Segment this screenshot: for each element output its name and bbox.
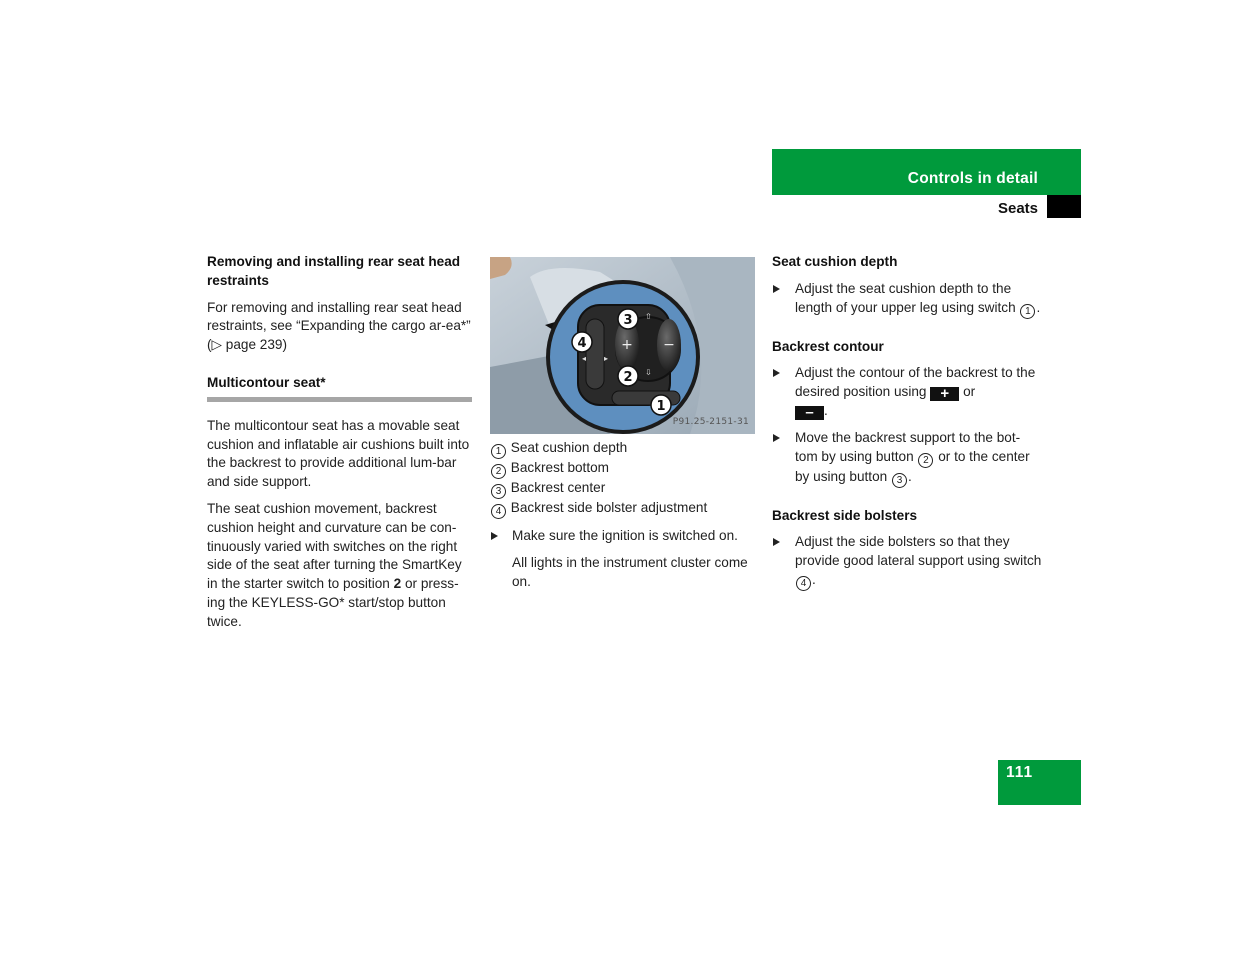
page-number-tab xyxy=(998,760,1081,805)
bullet-side-bolsters: Adjust the side bolsters so that they provide good lateral support using switch 4 . xyxy=(772,533,1042,591)
figure-label-3: 3 xyxy=(623,313,633,328)
bullet-arrow-icon xyxy=(773,285,780,293)
legend-item: 4 Backrest side bolster adjustment xyxy=(490,499,758,519)
svg-text:⇧: ⇧ xyxy=(645,312,652,321)
column-right xyxy=(772,253,1042,591)
bullet-arrow-icon xyxy=(773,434,780,442)
paragraph-head-restraints: For removing and installing rear seat head restraints, see “Expanding the cargo ar-ea*” (▷ page 239) xyxy=(207,299,471,353)
section-marker xyxy=(1047,195,1081,218)
column-middle xyxy=(490,257,758,591)
minus-key-icon: – xyxy=(795,406,824,420)
bullet-backrest-support: Move the backrest support to the bot-tom by using button 2 or to the center by using button 3 . xyxy=(772,429,1042,488)
paragraph-multicontour-intro: The multicontour seat has a movable seat cushion and inflatable air cushions built into the backrest to provide additional lum-bar and side support. xyxy=(207,417,470,490)
heading-cushion-depth: Seat cushion depth xyxy=(772,254,898,269)
subsection-title: Seats xyxy=(997,200,1038,217)
bullet-cushion-depth: Adjust the seat cushion depth to the length of your upper leg using switch 1 . xyxy=(772,280,1042,319)
bullet-arrow-icon xyxy=(773,538,780,546)
svg-text:⇩: ⇩ xyxy=(645,368,652,377)
seat-switch-photo xyxy=(490,257,755,434)
bullet-arrow-icon xyxy=(491,532,498,540)
legend-item: 3 Backrest center xyxy=(490,479,758,499)
figure-code: P91.25-2151-31 xyxy=(672,417,749,428)
svg-text:+: + xyxy=(621,337,633,353)
heading-head-restraints: Removing and installing rear seat head restraints xyxy=(207,254,461,288)
bullet-arrow-icon xyxy=(773,369,780,377)
figure-label-4: 4 xyxy=(577,336,587,351)
legend-item: 2 Backrest bottom xyxy=(490,459,758,479)
plus-key-icon: + xyxy=(930,387,959,401)
page-number: 111 xyxy=(1006,764,1034,781)
legend-item: 1 Seat cushion depth xyxy=(490,439,758,459)
section-title: Controls in detail xyxy=(907,170,1038,188)
svg-text:▸: ▸ xyxy=(604,354,609,363)
figure-label-2: 2 xyxy=(623,370,633,385)
svg-text:◂: ◂ xyxy=(582,354,587,363)
seat-switch-illustration xyxy=(490,257,755,434)
bullet-ignition: Make sure the ignition is switched on. xyxy=(490,527,758,546)
heading-multicontour: Multicontour seat* xyxy=(207,374,326,390)
figure-legend xyxy=(490,439,758,519)
heading-backrest-contour: Backrest contour xyxy=(772,338,884,354)
svg-text:−: − xyxy=(663,337,675,353)
bullet-backrest-contour: Adjust the contour of the backrest to the desired position using + or – . xyxy=(772,364,1042,420)
ignition-note: All lights in the instrument cluster come on. xyxy=(512,554,748,589)
figure-label-1: 1 xyxy=(656,399,666,414)
section-header-bar xyxy=(772,149,1081,195)
column-left xyxy=(207,253,475,632)
paragraph-multicontour-usage: The seat cushion movement, backrest cushion height and curvature can be con-tinuously varied with switches on the right side of the seat after turning the SmartKey in the starter switch to position 2 or press-ing the KEYLESS-GO* start/stop button twice. xyxy=(207,500,462,629)
heading-side-bolsters: Backrest side bolsters xyxy=(772,507,918,523)
